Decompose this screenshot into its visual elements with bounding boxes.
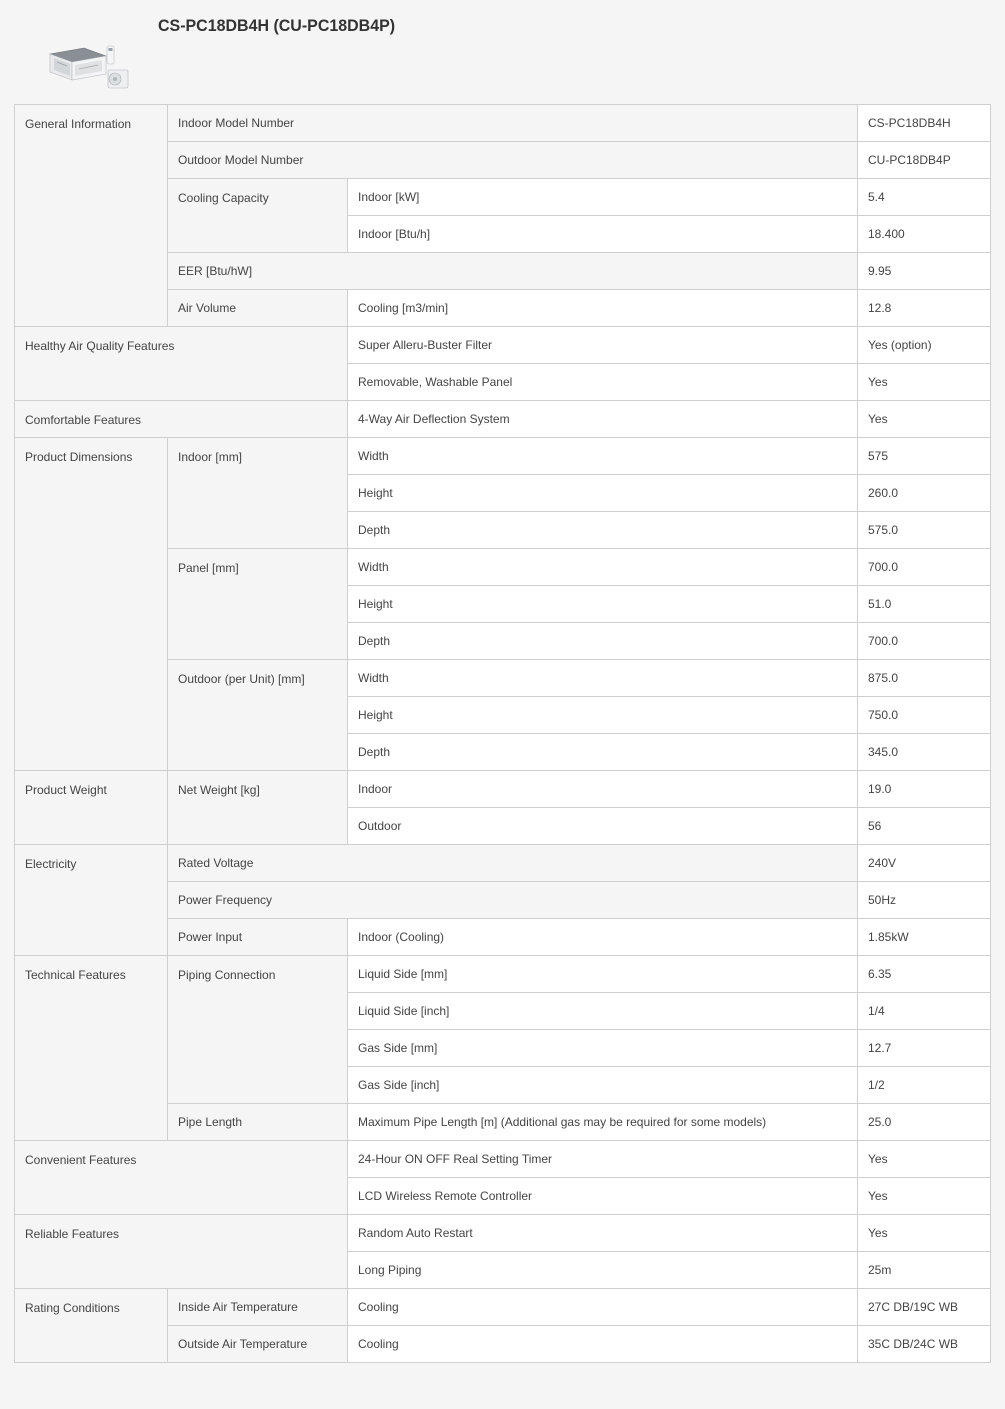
sub-label: Width — [348, 438, 858, 475]
group-label: Cooling Capacity — [168, 179, 348, 253]
spec-value: 345.0 — [858, 734, 991, 771]
spec-table — [14, 104, 991, 1363]
product-title: CS-PC18DB4H (CU-PC18DB4P) — [158, 16, 396, 35]
sub-label: Gas Side [mm] — [348, 1030, 858, 1067]
spec-value: 19.0 — [858, 771, 991, 808]
spec-value: 1/4 — [858, 993, 991, 1030]
sub-label: Width — [348, 660, 858, 697]
sub-label: Cooling — [348, 1326, 858, 1363]
spec-value: CS-PC18DB4H — [858, 105, 991, 142]
sub-label: Long Piping — [348, 1252, 858, 1289]
spec-row — [15, 1215, 991, 1252]
spec-value: Yes — [858, 1141, 991, 1178]
sub-label: Width — [348, 549, 858, 586]
spec-table-body — [15, 105, 991, 1363]
air-conditioner-cassette-icon — [44, 40, 134, 96]
sub-label: Depth — [348, 623, 858, 660]
spec-value: 25m — [858, 1252, 991, 1289]
group-label: Net Weight [kg] — [168, 771, 348, 845]
spec-value: 12.7 — [858, 1030, 991, 1067]
spec-value: 260.0 — [858, 475, 991, 512]
spec-row — [15, 105, 991, 142]
section-label-reliable-features: Reliable Features — [15, 1215, 348, 1289]
sub-label: Outdoor — [348, 808, 858, 845]
group-label: Outdoor Model Number — [168, 142, 858, 179]
spec-row — [15, 327, 991, 364]
spec-value: 5.4 — [858, 179, 991, 216]
group-label: Power Input — [168, 919, 348, 956]
spec-value: 875.0 — [858, 660, 991, 697]
spec-value: CU-PC18DB4P — [858, 142, 991, 179]
group-label: Air Volume — [168, 290, 348, 327]
spec-value: 1/2 — [858, 1067, 991, 1104]
spec-value: 12.8 — [858, 290, 991, 327]
section-label-comfortable-features: Comfortable Features — [15, 401, 348, 438]
spec-row — [15, 401, 991, 438]
group-label: Pipe Length — [168, 1104, 348, 1141]
group-label: Power Frequency — [168, 882, 858, 919]
spec-value: 18.400 — [858, 216, 991, 253]
sub-label: 4-Way Air Deflection System — [348, 401, 858, 438]
spec-value: 575 — [858, 438, 991, 475]
section-label-general-information: General Information — [15, 105, 168, 327]
spec-value: 700.0 — [858, 623, 991, 660]
group-label: Outside Air Temperature — [168, 1326, 348, 1363]
spec-row — [15, 845, 991, 882]
group-label: EER [Btu/hW] — [168, 253, 858, 290]
sub-label: Height — [348, 697, 858, 734]
sub-label: Indoor [Btu/h] — [348, 216, 858, 253]
section-label-product-dimensions: Product Dimensions — [15, 438, 168, 771]
group-label: Rated Voltage — [168, 845, 858, 882]
spec-value: Yes — [858, 401, 991, 438]
group-label: Piping Connection — [168, 956, 348, 1104]
sub-label: Gas Side [inch] — [348, 1067, 858, 1104]
spec-row — [15, 1141, 991, 1178]
sub-label: Cooling — [348, 1289, 858, 1326]
spec-value: 700.0 — [858, 549, 991, 586]
sub-label: Random Auto Restart — [348, 1215, 858, 1252]
spec-value: 575.0 — [858, 512, 991, 549]
sub-label: Indoor [kW] — [348, 179, 858, 216]
spec-value: 6.35 — [858, 956, 991, 993]
sub-label: Super Alleru-Buster Filter — [348, 327, 858, 364]
sub-label: Depth — [348, 734, 858, 771]
spec-value: Yes (option) — [858, 327, 991, 364]
spec-row — [15, 956, 991, 993]
group-label: Indoor Model Number — [168, 105, 858, 142]
sub-label: 24-Hour ON OFF Real Setting Timer — [348, 1141, 858, 1178]
spec-row — [15, 771, 991, 808]
section-label-rating-conditions: Rating Conditions — [15, 1289, 168, 1363]
group-label: Outdoor (per Unit) [mm] — [168, 660, 348, 771]
spec-value: 750.0 — [858, 697, 991, 734]
spec-value: 27C DB/19C WB — [858, 1289, 991, 1326]
spec-value: Yes — [858, 1178, 991, 1215]
spec-value: 56 — [858, 808, 991, 845]
sub-label: Removable, Washable Panel — [348, 364, 858, 401]
sub-label: LCD Wireless Remote Controller — [348, 1178, 858, 1215]
sub-label: Liquid Side [mm] — [348, 956, 858, 993]
sub-label: Height — [348, 475, 858, 512]
spec-value: Yes — [858, 1215, 991, 1252]
section-label-healthy-air-quality-features: Healthy Air Quality Features — [15, 327, 348, 401]
sub-label: Maximum Pipe Length [m] (Additional gas may be required for some models) — [348, 1104, 858, 1141]
spec-value: 9.95 — [858, 253, 991, 290]
group-label: Indoor [mm] — [168, 438, 348, 549]
group-label: Panel [mm] — [168, 549, 348, 660]
spec-value: 1.85kW — [858, 919, 991, 956]
spec-value: 25.0 — [858, 1104, 991, 1141]
sub-label: Depth — [348, 512, 858, 549]
sub-label: Indoor (Cooling) — [348, 919, 858, 956]
spec-value: 51.0 — [858, 586, 991, 623]
section-label-electricity: Electricity — [15, 845, 168, 956]
spec-value: 35C DB/24C WB — [858, 1326, 991, 1363]
product-header — [0, 0, 1005, 104]
group-label: Inside Air Temperature — [168, 1289, 348, 1326]
spec-value: 50Hz — [858, 882, 991, 919]
spec-value: 240V — [858, 845, 991, 882]
section-label-product-weight: Product Weight — [15, 771, 168, 845]
section-label-technical-features: Technical Features — [15, 956, 168, 1141]
spec-row — [15, 438, 991, 475]
sub-label: Cooling [m3/min] — [348, 290, 858, 327]
sub-label: Height — [348, 586, 858, 623]
spec-row — [15, 1289, 991, 1326]
section-label-convenient-features: Convenient Features — [15, 1141, 348, 1215]
sub-label: Indoor — [348, 771, 858, 808]
spec-value: Yes — [858, 364, 991, 401]
sub-label: Liquid Side [inch] — [348, 993, 858, 1030]
